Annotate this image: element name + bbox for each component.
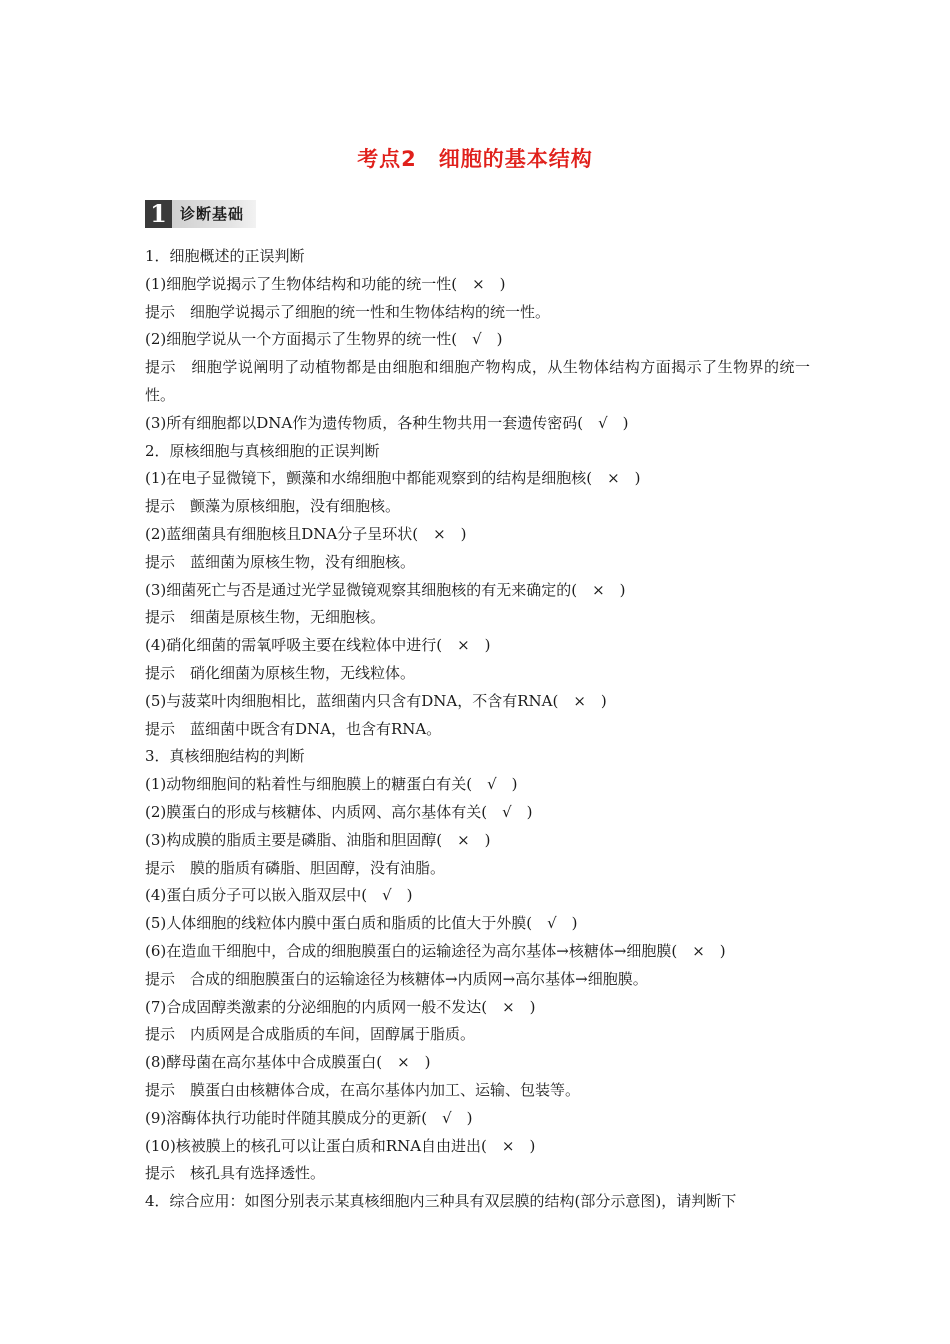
question-item: (4)硝化细菌的需氧呼吸主要在线粒体中进行( × ) bbox=[145, 636, 491, 655]
question-item: (6)在造血干细胞中，合成的细胞膜蛋白的运输途径为高尔基体→核糖体→细胞膜( × ) bbox=[145, 941, 726, 960]
hint-text: 提示 蓝细菌为原核生物，没有细胞核。 bbox=[145, 552, 416, 571]
hint-text: 提示 内质网是合成脂质的车间，固醇属于脂质。 bbox=[145, 1025, 476, 1044]
hint-text: 提示 核孔具有选择透性。 bbox=[145, 1164, 326, 1183]
hint-text: 提示 细胞学说阐明了动植物都是由细胞和细胞产物构成，从生物体结构方面揭示了生物界的统一性。 bbox=[145, 358, 810, 404]
question-item: (3)细菌死亡与否是通过光学显微镜观察其细胞核的有无来确定的( × ) bbox=[145, 580, 626, 599]
question-item: (2)膜蛋白的形成与核糖体、内质网、高尔基体有关( √ ) bbox=[145, 802, 533, 821]
question-item: (5)人体细胞的线粒体内膜中蛋白质和脂质的比值大于外膜( √ ) bbox=[145, 914, 578, 933]
question-heading: 1．细胞概述的正误判断 bbox=[145, 247, 305, 265]
question-item: (8)酵母菌在高尔基体中合成膜蛋白( × ) bbox=[145, 1053, 431, 1072]
question-item: (3)所有细胞都以DNA作为遗传物质，各种生物共用一套遗传密码( √ ) bbox=[145, 413, 629, 432]
question-item: (1)细胞学说揭示了生物体结构和功能的统一性( × ) bbox=[145, 274, 506, 293]
question-item: (1)动物细胞间的粘着性与细胞膜上的糖蛋白有关( √ ) bbox=[145, 775, 518, 794]
question-heading: 2．原核细胞与真核细胞的正误判断 bbox=[145, 441, 380, 460]
question-item: (7)合成固醇类激素的分泌细胞的内质网一般不发达( × ) bbox=[145, 997, 536, 1016]
question-item: (2)蓝细菌具有细胞核且DNA分子呈环状( × ) bbox=[145, 524, 467, 543]
hint-text: 提示 蓝细菌中既含有DNA，也含有RNA。 bbox=[145, 719, 442, 738]
question-item: (5)与菠菜叶肉细胞相比，蓝细菌内只含有DNA，不含有RNA( × ) bbox=[145, 691, 607, 710]
question-item: (2)细胞学说从一个方面揭示了生物界的统一性( √ ) bbox=[145, 330, 503, 349]
document-body bbox=[145, 243, 810, 1216]
page-title: 考点2 细胞的基本结构 bbox=[357, 147, 593, 171]
question-heading: 3．真核细胞结构的判断 bbox=[145, 747, 305, 766]
hint-text: 提示 膜蛋白由核糖体合成，在高尔基体内加工、运输、包装等。 bbox=[145, 1080, 581, 1099]
question-item: (3)构成膜的脂质主要是磷脂、油脂和胆固醇( × ) bbox=[145, 830, 491, 849]
hint-text: 提示 细胞学说揭示了细胞的统一性和生物体结构的统一性。 bbox=[145, 302, 551, 321]
hint-text: 提示 颤藻为原核细胞，没有细胞核。 bbox=[145, 497, 401, 516]
hint-text: 提示 合成的细胞膜蛋白的运输途径为核糖体→内质网→高尔基体→细胞膜。 bbox=[145, 969, 648, 988]
question-item: (9)溶酶体执行功能时伴随其膜成分的更新( √ ) bbox=[145, 1108, 473, 1127]
question-item: (4)蛋白质分子可以嵌入脂双层中( √ ) bbox=[145, 886, 413, 905]
question-item: (1)在电子显微镜下，颤藻和水绵细胞中都能观察到的结构是细胞核( × ) bbox=[145, 469, 641, 488]
hint-text: 提示 硝化细菌为原核生物，无线粒体。 bbox=[145, 663, 416, 682]
hint-text: 提示 膜的脂质有磷脂、胆固醇，没有油脂。 bbox=[145, 858, 446, 877]
question-item: (10)核被膜上的核孔可以让蛋白质和RNA自由进出( × ) bbox=[145, 1136, 536, 1155]
hint-text: 提示 细菌是原核生物，无细胞核。 bbox=[145, 608, 386, 627]
section-label: 诊断基础 bbox=[172, 200, 256, 228]
question-heading: 4．综合应用：如图分别表示某真核细胞内三种具有双层膜的结构(部分示意图)，请判断下 bbox=[145, 1192, 737, 1211]
section-number: 1 bbox=[145, 200, 172, 228]
section-header bbox=[145, 200, 256, 228]
